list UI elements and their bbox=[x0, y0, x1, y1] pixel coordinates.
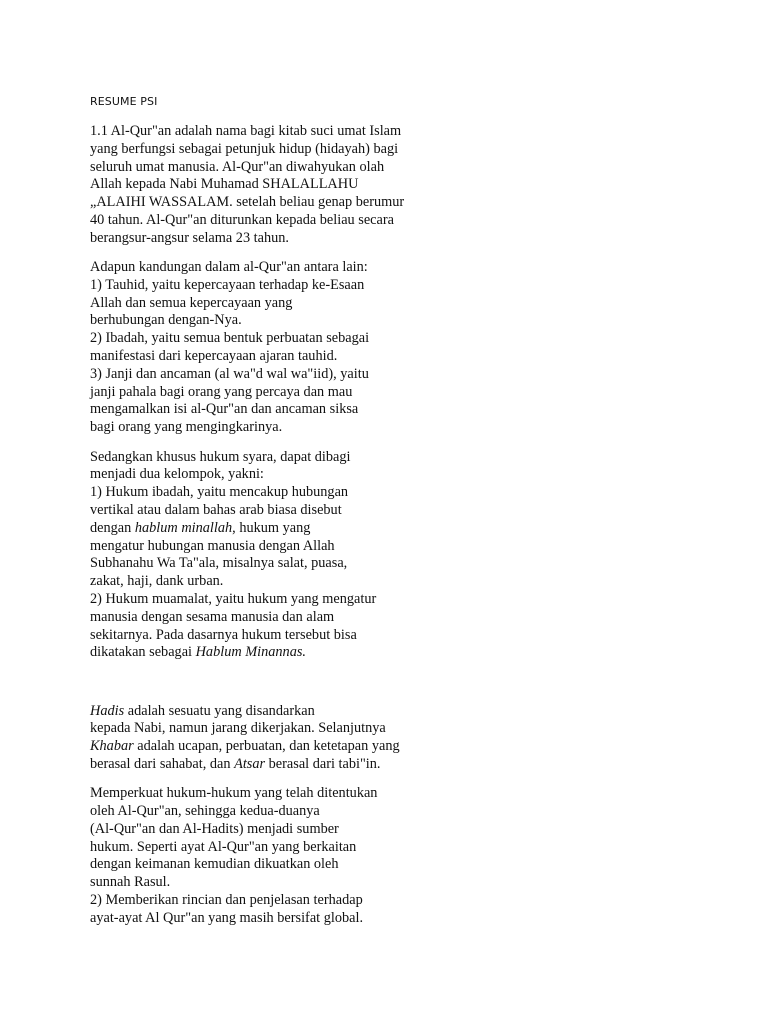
italic-term: hablum minallah bbox=[134, 519, 233, 536]
italic-term: Khabar bbox=[90, 738, 134, 755]
text-line bbox=[90, 756, 440, 774]
text-line: hukum. Seperti ayat Al-Qur"an yang berkaitan bbox=[90, 838, 357, 855]
text-line: manifestasi dari kepercayaan ajaran tauhid. bbox=[90, 348, 338, 365]
text-line: (Al-Qur"an dan Al-Hadits) menjadi sumber bbox=[90, 820, 339, 837]
text-line: berangsur-angsur selama 23 tahun. bbox=[90, 229, 290, 246]
text-line: ayat-ayat Al Qur"an yang masih bersifat global. bbox=[90, 909, 364, 926]
text-line: Sedangkan khusus hukum syara, dapat dibagi bbox=[90, 448, 351, 465]
text-line: 2) Hukum muamalat, yaitu hukum yang mengatur bbox=[90, 590, 377, 607]
section-gap bbox=[90, 674, 440, 703]
text-line: 1) Hukum ibadah, yaitu mencakup hubungan bbox=[90, 484, 349, 501]
text-line: Adapun kandungan dalam al-Qur"an antara lain: bbox=[90, 259, 368, 276]
text-line: „ALAIHI WASSALAM. setelah beliau genap berumur bbox=[90, 194, 405, 211]
text-line bbox=[90, 738, 440, 756]
text-line: dengan keimanan kemudian dikuatkan oleh bbox=[90, 856, 339, 873]
text-line: 2) Ibadah, yaitu semua bentuk perbuatan sebagai bbox=[90, 330, 370, 347]
text-line bbox=[90, 703, 440, 721]
text-line: sekitarnya. Pada dasarnya hukum tersebut bisa bbox=[90, 626, 357, 643]
text-line: bagi orang yang mengingkarinya. bbox=[90, 419, 283, 436]
text-line bbox=[90, 520, 440, 538]
text-line: 3) Janji dan ancaman (al wa"d wal wa"iid), yaitu bbox=[90, 365, 369, 382]
text-line: 1) Tauhid, yaitu kepercayaan terhadap ke-Esaan bbox=[90, 276, 365, 293]
text-line: yang berfungsi sebagai petunjuk hidup (hidayah) bagi bbox=[90, 140, 399, 157]
document-title: RESUME PSI bbox=[90, 95, 158, 108]
text-line: oleh Al-Qur"an, sehingga kedua-duanya bbox=[90, 803, 320, 820]
text-line: mengamalkan isi al-Qur"an dan ancaman siksa bbox=[90, 401, 359, 418]
text-run: berasal dari tabi"in. bbox=[265, 756, 381, 772]
text-run: berasal dari sahabat, dan bbox=[90, 756, 235, 772]
text-line: manusia dengan sesama manusia dan alam bbox=[90, 608, 335, 625]
text-line: vertikal atau dalam bahas arab biasa disebut bbox=[90, 501, 342, 518]
paragraph-quran-definition bbox=[90, 123, 440, 248]
paragraph-hukum-syara bbox=[90, 449, 440, 663]
document-page bbox=[90, 92, 440, 939]
text-line: Allah kepada Nabi Muhamad SHALALLAHU bbox=[90, 176, 359, 193]
text-run: dengan bbox=[90, 519, 135, 536]
text-line: 40 tahun. Al-Qur"an diturunkan kepada beliau secara bbox=[90, 211, 394, 228]
text-line: Subhanahu Wa Ta"ala, misalnya salat, puasa, bbox=[90, 555, 348, 572]
text-run: , hukum yang bbox=[232, 519, 311, 536]
italic-term: Hadis bbox=[90, 702, 125, 719]
text-line: 1.1 Al-Qur"an adalah nama bagi kitab suci umat Islam bbox=[90, 123, 402, 139]
text-line: sunnah Rasul. bbox=[90, 874, 171, 891]
text-line: menjadi dua kelompok, yakni: bbox=[90, 466, 264, 483]
text-line: Memperkuat hukum-hukum yang telah ditentukan bbox=[90, 785, 378, 802]
paragraph-quran-contents bbox=[90, 259, 440, 437]
text-line: 2) Memberikan rincian dan penjelasan terhadap bbox=[90, 892, 363, 909]
text-run: dikatakan sebagai bbox=[90, 644, 196, 661]
text-line: zakat, haji, dank urban. bbox=[90, 573, 224, 590]
text-line: seluruh umat manusia. Al-Qur"an diwahyukan olah bbox=[90, 158, 385, 175]
italic-term: Atsar bbox=[234, 756, 266, 772]
text-line: janji pahala bagi orang yang percaya dan mau bbox=[90, 383, 353, 400]
text-line: berhubungan dengan-Nya. bbox=[90, 312, 242, 329]
text-line: kepada Nabi, namun jarang dikerjakan. Selanjutnya bbox=[90, 720, 386, 737]
paragraph-hadis-functions bbox=[90, 785, 440, 927]
text-line bbox=[90, 644, 440, 662]
text-run: adalah sesuatu yang disandarkan bbox=[124, 702, 315, 719]
italic-term: Hablum Minannas. bbox=[195, 644, 306, 661]
text-line: mengatur hubungan manusia dengan Allah bbox=[90, 537, 335, 554]
text-line: Allah dan semua kepercayaan yang bbox=[90, 294, 293, 311]
text-run: adalah ucapan, perbuatan, dan ketetapan yang bbox=[133, 738, 400, 755]
paragraph-hadis-definition bbox=[90, 703, 440, 774]
